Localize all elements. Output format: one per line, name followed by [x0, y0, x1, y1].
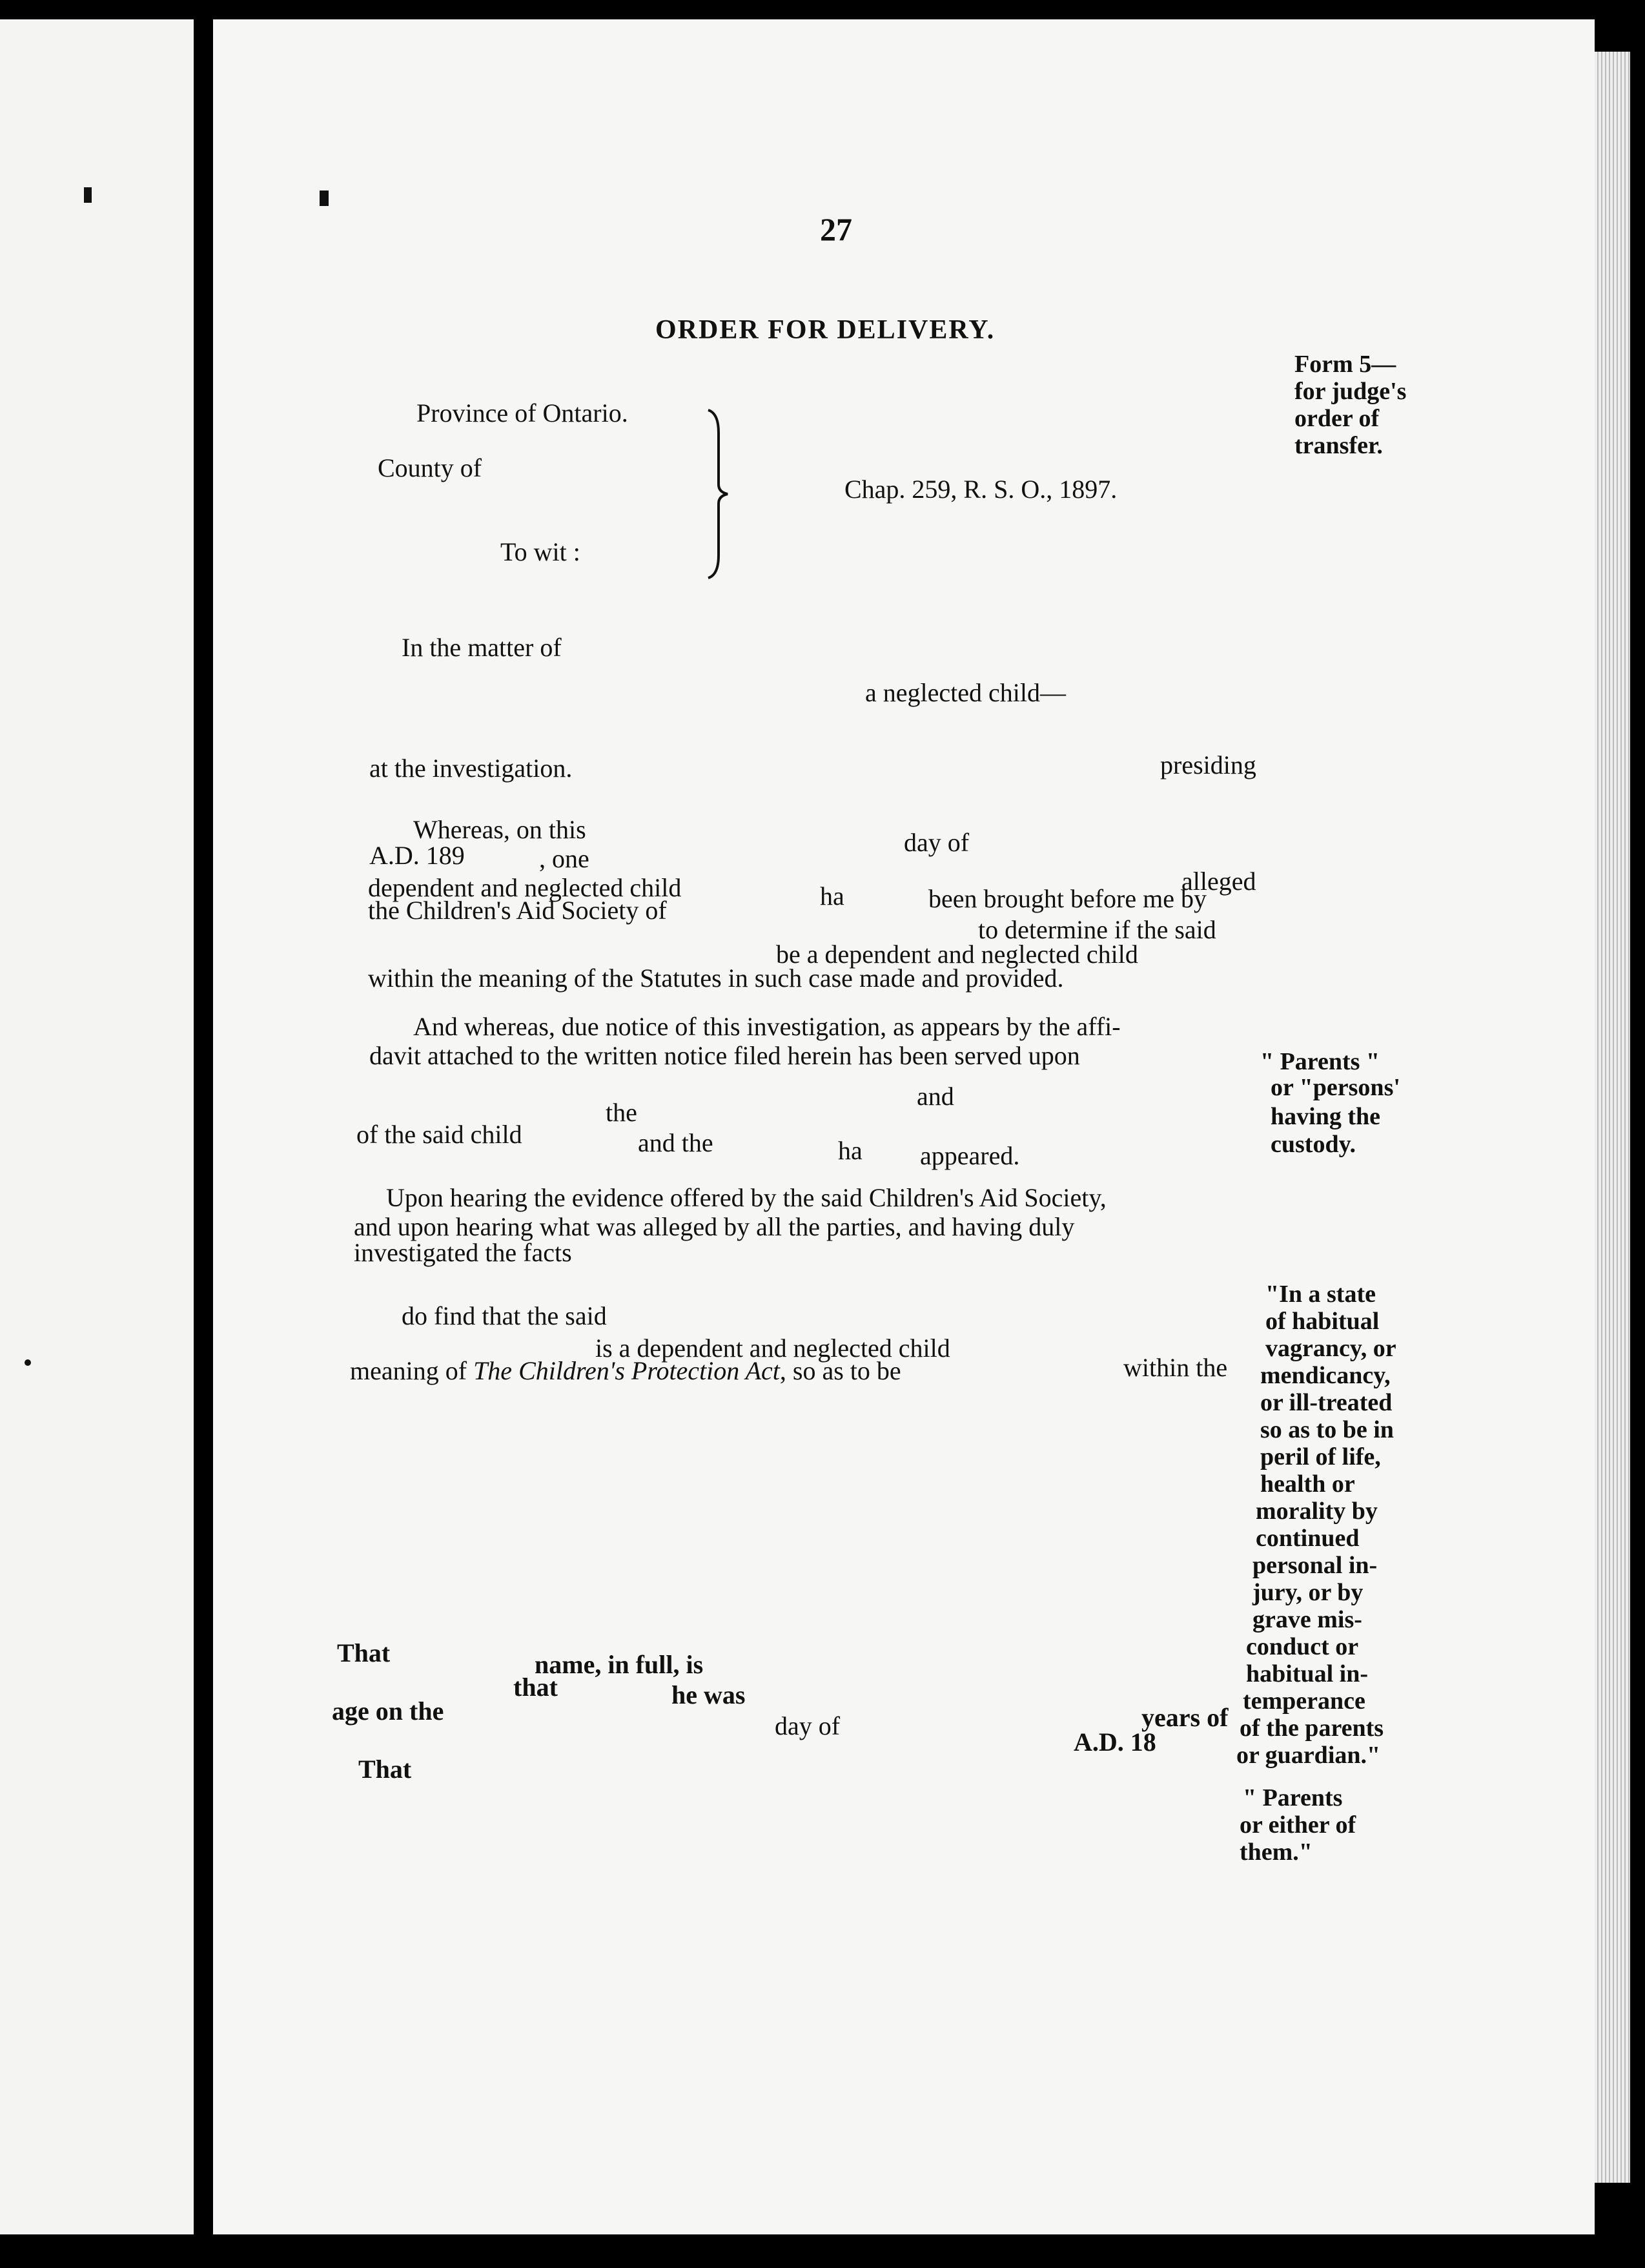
left-page-edge	[0, 19, 194, 2234]
venue-to-wit: To wit :	[500, 537, 580, 566]
venue-brace	[694, 407, 733, 581]
neglected-child-label: a neglected child—	[865, 678, 1066, 707]
page-number: 27	[820, 211, 852, 247]
act-title: The Children's Protection Act	[473, 1356, 780, 1385]
venue-county: County of	[378, 453, 482, 482]
scan-speck	[25, 1359, 31, 1366]
scan-speck	[84, 187, 92, 203]
presiding-label: presiding	[1160, 750, 1256, 779]
matter-label: In the matter of	[402, 633, 562, 662]
investigation-label: at the investigation.	[369, 754, 573, 783]
finding-meaning-prefix: meaning of	[350, 1356, 474, 1385]
page-edges	[1595, 52, 1630, 2183]
statute-citation: Chap. 259, R. S. O., 1897.	[844, 475, 1118, 504]
scan-speck	[320, 191, 329, 206]
document-title: ORDER FOR DELIVERY.	[655, 315, 996, 345]
finding-meaning-suffix: , so as to be	[779, 1356, 901, 1385]
venue-province: Province of Ontario.	[416, 398, 628, 428]
